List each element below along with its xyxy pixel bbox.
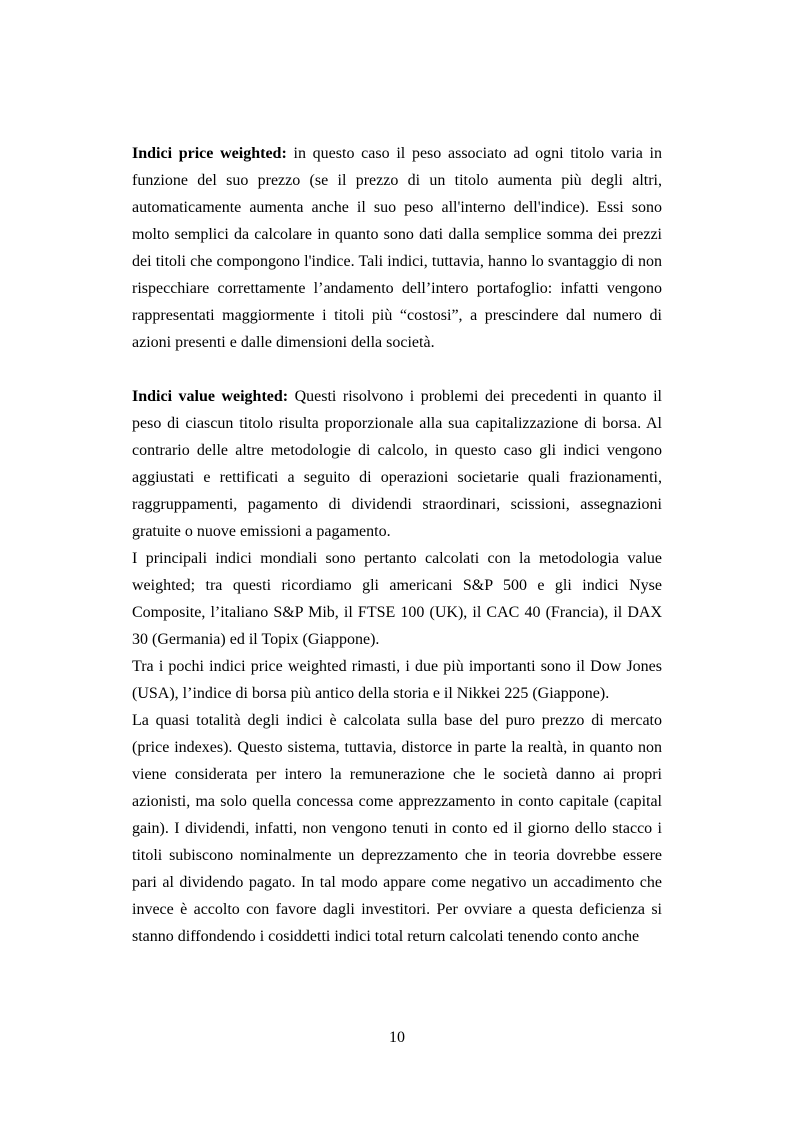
price-weighted-label: Indici price weighted: [132,145,287,162]
page-body [132,140,662,950]
price-weighted-paragraph [132,140,662,356]
value-weighted-label: Indici value weighted: [132,388,289,405]
price-weighted-text: in questo caso il peso associato ad ogni titolo varia in funzione del suo prezzo (se il prezzo di un titolo aumenta più degli altri, automaticamente aumenta anche il suo peso all'interno dell'indice). Essi sono molto semplici da calcolare in quanto sono dati dalla semplice somma dei prezzi dei titoli che compongono l'indice. Tali indici, tuttavia, hanno lo svantaggio di non rispecchiare correttamente l’andamento dell’intero portafoglio: infatti vengono rappresentati maggiormente i titoli più “costosi”, a prescindere dal numero di azioni presenti e dalle dimensioni della società. [132,145,663,351]
page-number: 10 [389,1029,405,1046]
value-weighted-paragraph [132,383,662,545]
value-weighted-text: Questi risolvono i problemi dei precedenti in quanto il peso di ciascun titolo risulta proporzionale alla sua capitalizzazione di borsa. Al contrario delle altre metodologie di calcolo, in questo caso gli indici vengono aggiustati e rettificati a seguito di operazioni societarie quali frazionamenti, raggruppamenti, pagamento di dividendi straordinari, scissioni, assegnazioni gratuite o nuove emissioni a pagamento. [132,388,663,540]
price-indexes-paragraph: La quasi totalità degli indici è calcolata sulla base del puro prezzo di mercato (price indexes). Questo sistema, tuttavia, distorce in parte la realtà, in quanto non viene considerata per intero la remunerazione che le società danno ai propri azionisti, ma solo quella concessa come apprezzamento in conto capitale (capital gain). I dividendi, infatti, non vengono tenuti in conto ed il giorno dello stacco i titoli subiscono nominalmente un deprezzamento che in teoria dovrebbe essere pari al dividendo pagato. In tal modo appare come negativo un accadimento che invece è accolto con favore dagli investitori. Per ovviare a questa deficienza si stanno diffondendo i cosiddetti indici total return calcolati tenendo conto anche [132,712,662,945]
main-indices-paragraph: I principali indici mondiali sono pertanto calcolati con la metodologia value weighted; tra questi ricordiamo gli americani S&P 500 e gli indici Nyse Composite, l’italiano S&P Mib, il FTSE 100 (UK), il CAC 40 (Francia), il DAX 30 (Germania) ed il Topix (Giappone). [132,550,662,648]
price-weighted-remaining-paragraph: Tra i pochi indici price weighted rimasti, i due più importanti sono il Dow Jones (USA), l’indice di borsa più antico della storia e il Nikkei 225 (Giappone). [132,658,662,702]
